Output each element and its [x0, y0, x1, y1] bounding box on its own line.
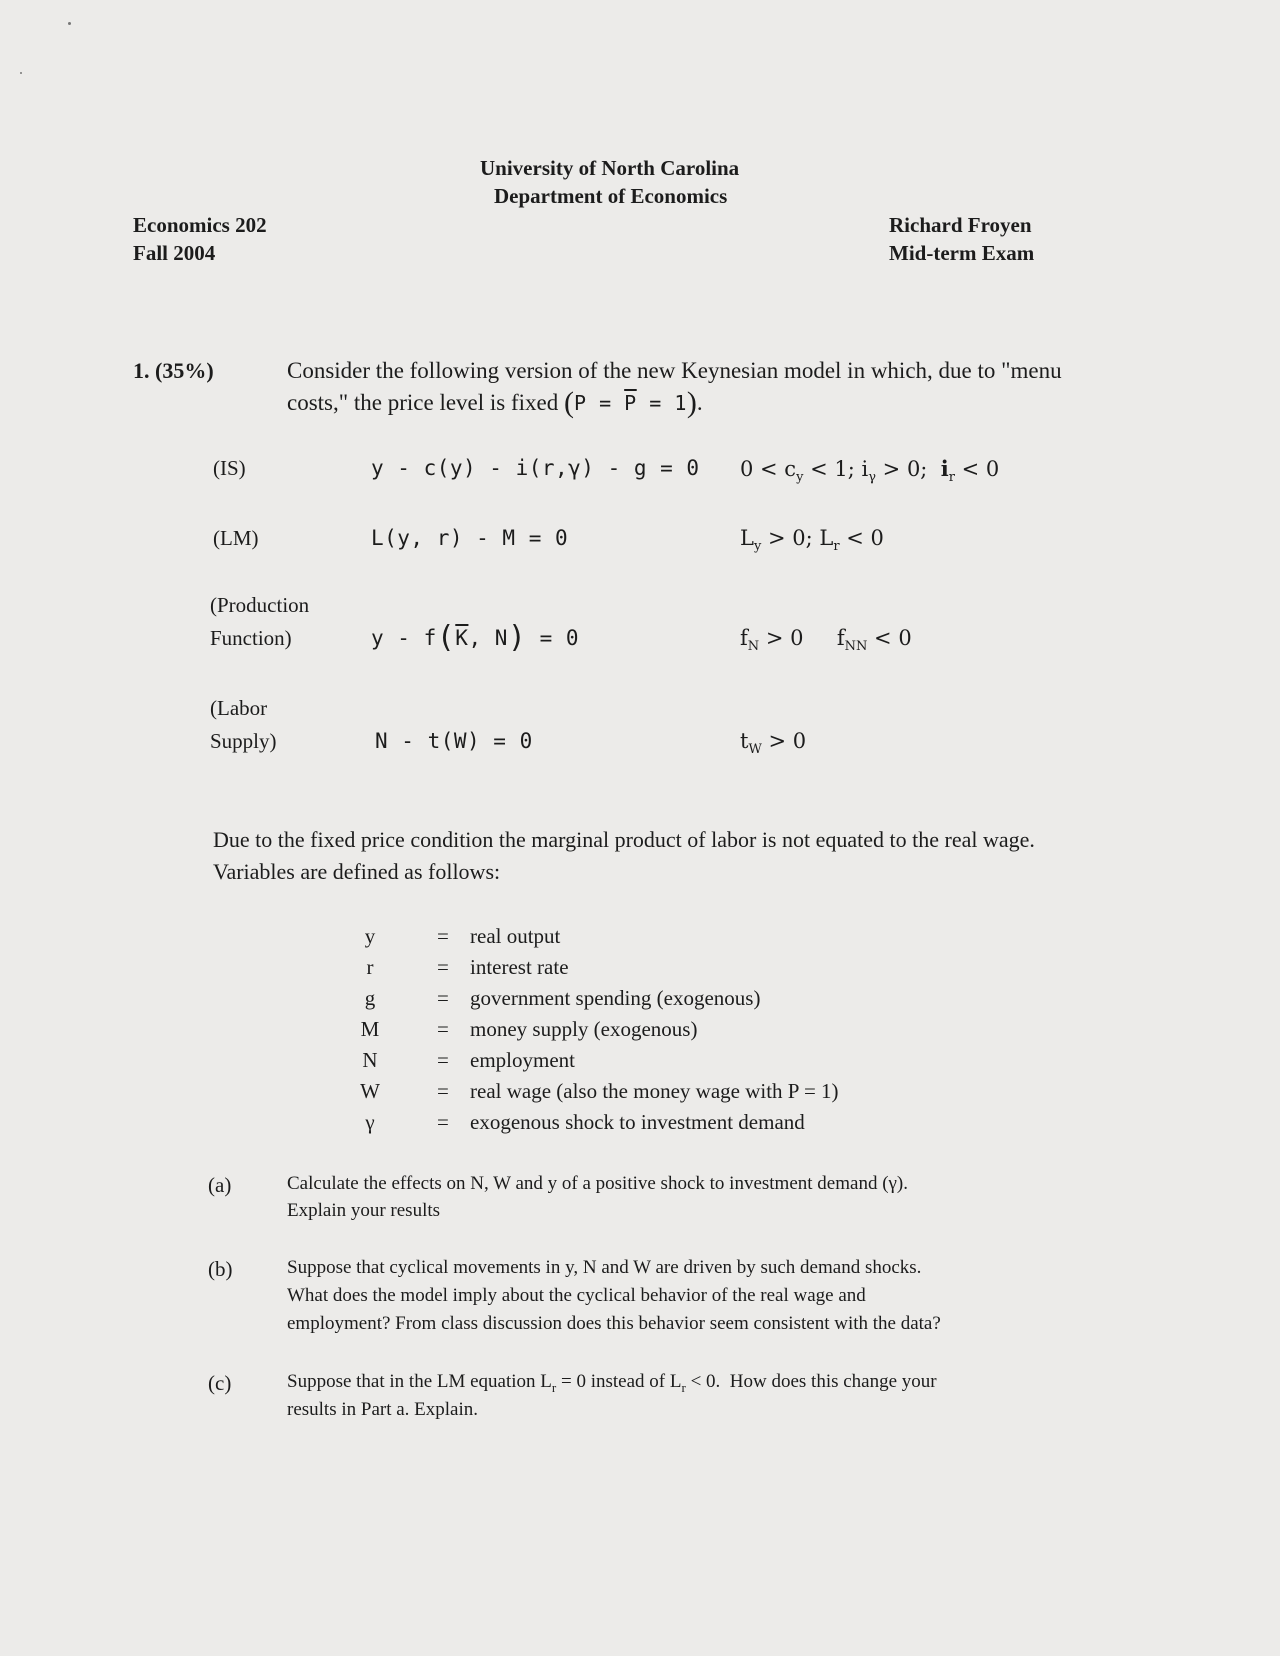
- part-b-label: (b): [208, 1257, 233, 1281]
- question-intro-line2: costs," the price level is fixed $(P = \overline{P} = 1)$.: [287, 386, 703, 419]
- equals-sign: =: [437, 986, 449, 1010]
- question-intro-line1: Consider the following version of the new Keynesian model in which, due to "menu: [287, 358, 1062, 383]
- variable-symbol: g: [364, 986, 376, 1010]
- part-b-line3: employment? From class discussion does this behavior seem consistent with the data?: [287, 1313, 941, 1334]
- note-line1: Due to the fixed price condition the marginal product of labor is not equated to the real wage.: [213, 827, 1035, 852]
- equals-sign: =: [437, 1079, 449, 1103]
- equals-sign: =: [437, 1017, 449, 1041]
- equals-sign: =: [437, 1048, 449, 1072]
- term: Fall 2004: [133, 241, 216, 265]
- equation-production: y - $f(\overline{K}$, N) = 0: [371, 620, 580, 655]
- variable-symbol: W: [360, 1079, 380, 1103]
- variable-definition: exogenous shock to investment demand: [470, 1110, 805, 1134]
- fixed-price-expression: $P = \overline{P} = 1$: [574, 391, 687, 415]
- variable-definition: money supply (exogenous): [470, 1017, 698, 1041]
- conditions-labor-supply: $t_W > 0$: [740, 729, 807, 758]
- instructor-name: Richard Froyen: [889, 213, 1032, 237]
- course-name: Economics 202: [133, 213, 267, 237]
- equation-label-labor-2: Supply): [210, 729, 277, 753]
- variable-definition: real wage (also the money wage with P = 1): [470, 1079, 839, 1103]
- exam-title: Mid-term Exam: [889, 241, 1035, 265]
- equation-label-labor-1: (Labor: [210, 696, 268, 720]
- scan-speck: [68, 22, 71, 25]
- variable-symbol: M: [360, 1017, 380, 1041]
- variable-definition: real output: [470, 924, 561, 948]
- equation-label-production-2: Function): [210, 626, 292, 650]
- variable-symbol: γ: [365, 1110, 375, 1134]
- conditions-lm: $L_y > 0$; $L_r < 0$: [740, 526, 884, 555]
- part-a-label: (a): [208, 1173, 232, 1197]
- equals-sign: =: [437, 1110, 449, 1134]
- variable-symbol: N: [362, 1048, 378, 1072]
- department-name: Department of Economics: [494, 184, 728, 208]
- conditions-is: $0 < c_y < 1$; $i_\gamma > 0$; $i_r < 0$: [740, 456, 1000, 486]
- part-c-label: (c): [208, 1371, 232, 1395]
- part-a-line1: Calculate the effects on N, W and y of a positive shock to investment demand (γ).: [287, 1173, 908, 1194]
- variable-definition: interest rate: [470, 955, 569, 979]
- university-name: University of North Carolina: [480, 156, 740, 180]
- equation-label-lm: (LM): [213, 526, 259, 550]
- equation-is: y - c(y) - i(r,γ) - g = 0: [371, 456, 700, 480]
- part-a-line2: Explain your results: [287, 1200, 441, 1221]
- scan-speck: [20, 72, 22, 74]
- variable-definition: government spending (exogenous): [470, 986, 761, 1010]
- part-b-line2: What does the model imply about the cyclical behavior of the real wage and: [287, 1285, 866, 1306]
- part-c-line2: results in Part a. Explain.: [287, 1399, 479, 1420]
- equals-sign: =: [437, 955, 449, 979]
- part-c-line1: Suppose that in the LM equation $L_r = 0$ instead of $L_r < 0$. How does this change your: [287, 1371, 937, 1395]
- equation-lm: L(y, r) - M = 0: [371, 526, 569, 550]
- conditions-production: $f_N > 0$ $f_{NN} < 0$: [740, 626, 912, 655]
- question-number: 1. (35%): [133, 358, 214, 383]
- equation-label-is: (IS): [213, 456, 246, 480]
- part-b-line1: Suppose that cyclical movements in y, N and W are driven by such demand shocks.: [287, 1257, 922, 1278]
- note-line2: Variables are defined as follows:: [213, 859, 501, 884]
- variable-symbol: y: [364, 924, 376, 948]
- variable-definition: employment: [470, 1048, 575, 1072]
- equation-labor-supply: N - t(W) = 0: [375, 729, 533, 753]
- variable-symbol: r: [366, 955, 374, 979]
- equals-sign: =: [437, 924, 449, 948]
- equation-label-production-1: (Production: [210, 593, 310, 617]
